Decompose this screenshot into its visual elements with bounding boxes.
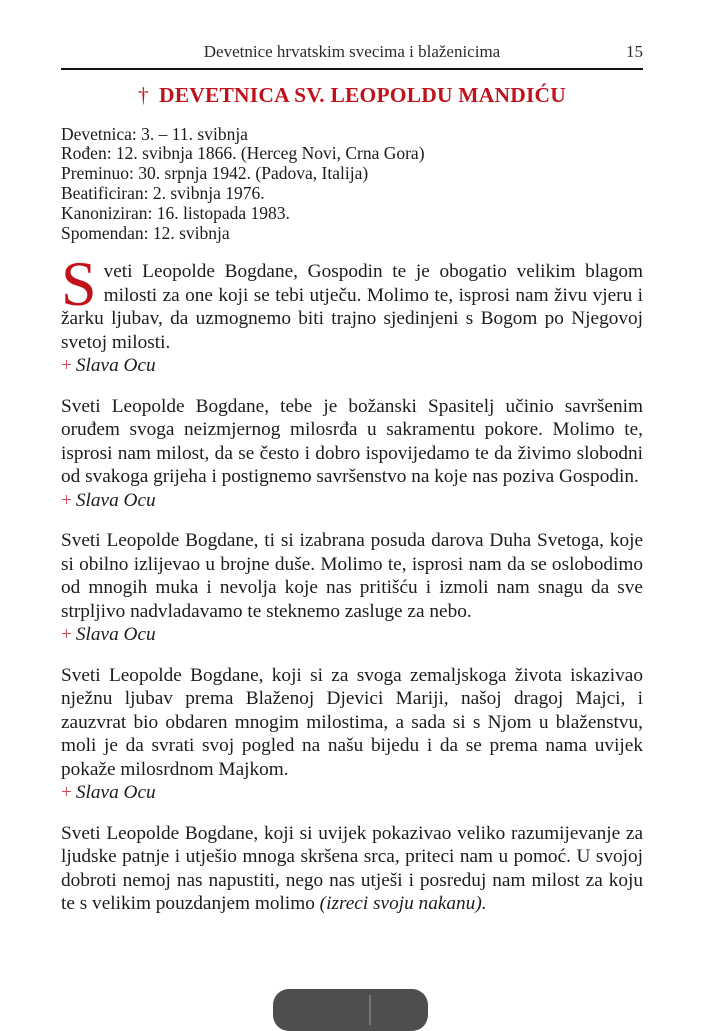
- running-header: [61, 0, 643, 60]
- drop-cap: S: [61, 248, 97, 320]
- prayer-body: [61, 248, 643, 916]
- toolbar-divider: [369, 995, 371, 1025]
- fact-devetnica: Devetnica: 3. – 11. svibnja: [61, 123, 248, 144]
- response-line: [61, 623, 643, 647]
- dagger-cross-icon: †: [138, 83, 149, 107]
- fact-beatified: Beatificiran: 2. svibnja 1976.: [61, 183, 265, 204]
- prayer-text: veti Leopolde Bogdane, Gospodin te je obogatio velikim blagom milosti za one koji se tebi utječu. Molimo te, isprosi nam živu vjeru i žarku ljubav, da uzmognemo biti trajno sjedinjeni s Bogom po Njegovoj svetoj milosti.: [61, 261, 643, 353]
- response-text: Slava Ocu: [75, 624, 156, 646]
- viewer-toolbar-pill[interactable]: [273, 989, 428, 1031]
- fact-died: Preminuo: 30. srpnja 1942. (Padova, Italija): [61, 163, 369, 184]
- prayer-1: [61, 248, 643, 378]
- cross-plus-icon: +: [61, 624, 72, 646]
- response-line: [61, 489, 643, 513]
- prayer-text: Sveti Leopolde Bogdane, tebe je božanski Spasitelj učinio savršenim oruđem svoga neizmjernog milosrđa u sakramentu pokore. Molimo te, isprosi nam milost, da se često i dobro ispovijedamo te da živimo slobodni od svakoga grijeha i postignemo savršenstvo na koje nas poziva Gospodin.: [61, 395, 643, 488]
- response-text: Slava Ocu: [75, 782, 156, 804]
- fact-born: Rođen: 12. svibnja 1866. (Herceg Novi, Crna Gora): [61, 143, 425, 164]
- prayer-3: [61, 529, 643, 647]
- running-title: Devetnice hrvatskim svecima i blaženicima: [203, 42, 501, 61]
- prayer-text: Sveti Leopolde Bogdane, ti si izabrana posuda darova Duha Svetoga, koje si obilno izlijevao u brojne duše. Molimo te, isprosi nam da se oslobodimo od mnogih muka i nevolja koje nas pritišću i izmoli nam snagu da sve strpljivo nadvladavamo te steknemo zasluge za nebo.: [61, 530, 643, 622]
- fact-canonized: Kanoniziran: 16. listopada 1983.: [61, 202, 290, 223]
- prayer-5: [61, 822, 643, 916]
- cross-plus-icon: +: [61, 782, 72, 804]
- fact-memorial: Spomendan: 12. svibnja: [61, 222, 230, 243]
- page-title-text: DEVETNICA SV. LEOPOLDU MANDIĆU: [158, 83, 566, 107]
- response-text: Slava Ocu: [75, 489, 156, 511]
- prayer-paragraph: [61, 248, 643, 354]
- prayer-2: [61, 395, 643, 513]
- response-line: [61, 781, 643, 805]
- prayer-paragraph: [61, 822, 643, 916]
- prayer-4: [61, 664, 643, 805]
- page-number: 15: [626, 42, 643, 61]
- saint-facts: [61, 125, 643, 244]
- response-text: Slava Ocu: [75, 355, 156, 377]
- page-title: [61, 84, 643, 108]
- header-rule: [61, 68, 643, 70]
- prayer-paragraph: [61, 664, 643, 782]
- prayer-text: Sveti Leopolde Bogdane, koji si za svoga zemaljskoga života iskazivao nježnu ljubav prema Blaženoj Djevici Mariji, našoj dragoj Majci, i zauzvrat bio obdaren mnogim milostima, a sada si s Njom u blaženstvu, moli je da svrati svoj pogled na našu bijedu i da se prema nama uvijek pokaže milosrdnom Majkom.: [61, 664, 643, 780]
- prayer-paragraph: [61, 395, 643, 489]
- response-line: [61, 354, 643, 378]
- cross-plus-icon: +: [61, 489, 72, 511]
- prayer-paragraph: [61, 529, 643, 623]
- page-content: [61, 0, 643, 916]
- prayer-text: Sveti Leopolde Bogdane, koji si uvijek pokazivao veliko razumijevanje za ljudske patnje i utješio mnoga skršena srca, priteci nam u pomoć. U svojoj dobroti nemoj nas napustiti, nego nas utješi i posreduj nam milost za koju te s velikim pouzdanjem molimo: [61, 822, 643, 915]
- cross-plus-icon: +: [61, 355, 72, 377]
- intention-note: (izreci svoju nakanu).: [319, 893, 487, 915]
